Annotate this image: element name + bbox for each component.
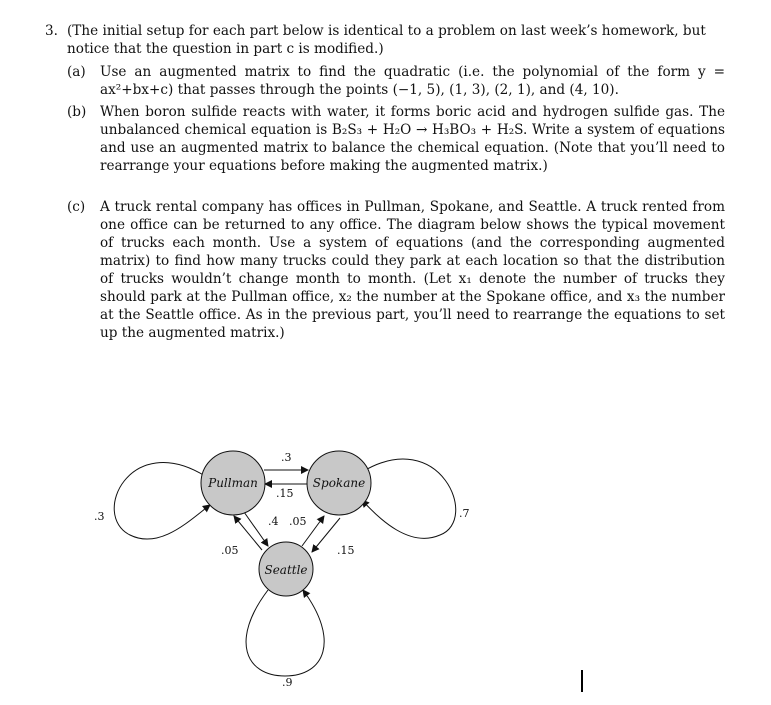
seattle-to-pullman-weight: .05 — [221, 544, 239, 557]
pullman-to-seattle-weight: .4 — [268, 515, 279, 528]
problem-number: 3. — [45, 23, 58, 39]
pullman-to-spokane-weight: .3 — [281, 451, 292, 464]
problem-intro-text: (The initial setup for each part below is identical to a problem on last week’s homework, but notice that the question in part c is modified.) — [67, 23, 706, 57]
part-c-text: A truck rental company has offices in Pullman, Spokane, and Seattle. A truck rented from one office can be returned to any office. The diagram below shows the typical movement of trucks each month. Use a system of equations (and the corresponding augmented matrix) to find how many trucks could they park at each location so that the distribution of trucks wouldn’t change month to month. (Let x₁ denote the number of trucks they should park at the Pullman office, x₂ the number at the Spokane office, and x₃ the number at the Seattle office. As in the previous part, you’ll need to rearrange the equations to set up the augmented matrix.) — [100, 199, 725, 341]
spokane-to-seattle-edge — [312, 518, 340, 552]
spokane-self-weight: .7 — [459, 507, 470, 520]
pullman-self-loop — [114, 463, 210, 540]
part-a-label: (a) — [67, 64, 86, 80]
spokane-to-pullman-weight: .15 — [276, 487, 294, 500]
seattle-to-spokane-weight: .05 — [289, 515, 307, 528]
seattle-label: Seattle — [264, 563, 308, 577]
spokane-to-seattle-weight: .15 — [337, 544, 355, 557]
spokane-self-loop — [362, 459, 456, 538]
seattle-self-weight: .9 — [282, 676, 293, 689]
part-b-label: (b) — [67, 104, 87, 120]
part-c-label: (c) — [67, 199, 86, 215]
seattle-self-loop — [246, 590, 324, 676]
pullman-self-weight: .3 — [94, 510, 105, 523]
pullman-to-seattle-edge — [244, 512, 268, 546]
pullman-label: Pullman — [208, 476, 258, 490]
text-cursor — [581, 670, 583, 692]
spokane-label: Spokane — [312, 476, 366, 490]
part-b-text: When boron sulfide reacts with water, it forms boric acid and hydrogen sulfide gas. The unbalanced chemical equation is B₂S₃ + H₂O → H₃BO₃ + H₂S. Write a system of equations and use an augmented matrix to balance the chemical equation. (Note that you’ll need to rearrange your equations before making the augmented matrix.) — [100, 104, 725, 174]
part-a-text: Use an augmented matrix to find the quadratic (i.e. the polynomial of the form y = ax²+bx+c) that passes through the points (−1, 5), (1, 3), (2, 1), and (4, 10). — [100, 64, 725, 98]
